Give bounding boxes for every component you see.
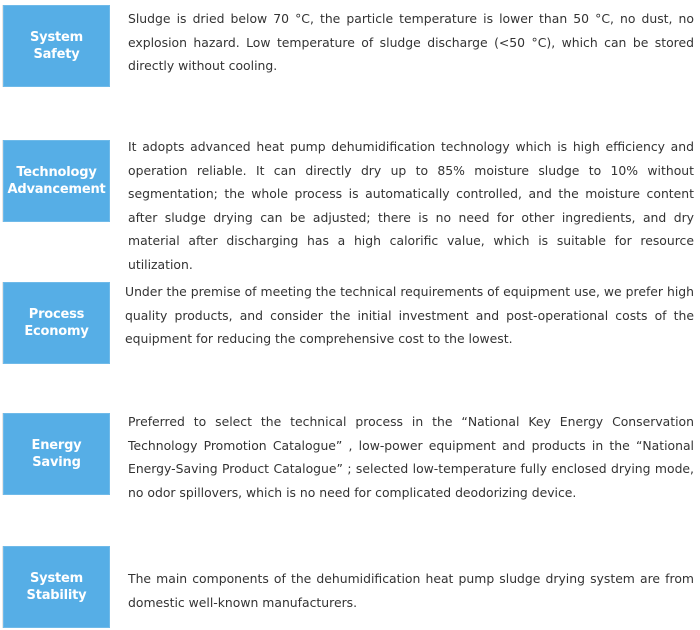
feature-title: Energy Saving bbox=[31, 438, 82, 470]
feature-badge-process-economy bbox=[2, 282, 110, 364]
feature-badge-system-safety bbox=[2, 5, 110, 87]
feature-description: Sludge is dried below 70 °C, the particle temperature is lower than 50 °C, no dust, no explosion hazard. Low temperature of sludge discharge (<50 °C), which can be stored directly without cooling. bbox=[128, 11, 694, 73]
feature-badge-energy-saving bbox=[2, 413, 110, 495]
feature-badge-technology-advancement bbox=[2, 140, 110, 222]
feature-title: System Stability bbox=[26, 571, 87, 603]
feature-description: The main components of the dehumidification heat pump sludge drying system are from domestic well-known manufacturers. bbox=[128, 571, 694, 610]
feature-title: Technology Advancement bbox=[7, 165, 106, 197]
feature-badge-system-stability bbox=[2, 546, 110, 628]
feature-description: It adopts advanced heat pump dehumidification technology which is high efficiency and operation reliable. It can directly dry up to 85% moisture sludge to 10% without segmentation; the whole process is automatically controlled, and the moisture content after sludge drying can be adjusted; there is no need for other ingredients, and dry material after discharging has a high calorific value, which is suitable for resource utilization. bbox=[128, 139, 694, 272]
feature-title: System Safety bbox=[30, 30, 83, 62]
feature-description: Under the premise of meeting the technical requirements of equipment use, we prefer high quality products, and consider the initial investment and post-operational costs of the equipment for reducing the comprehensive cost to the lowest. bbox=[125, 284, 694, 346]
feature-title: Process Economy bbox=[24, 307, 89, 339]
feature-description: Preferred to select the technical process in the “National Key Energy Conservation Technology Promotion Catalogue” , low-power equipment and products in the “National Energy-Saving Product Catalogue” ; selected low-temperature fully enclosed drying mode, no odor spillovers, which is no need for complicated deodorizing device. bbox=[128, 414, 694, 500]
